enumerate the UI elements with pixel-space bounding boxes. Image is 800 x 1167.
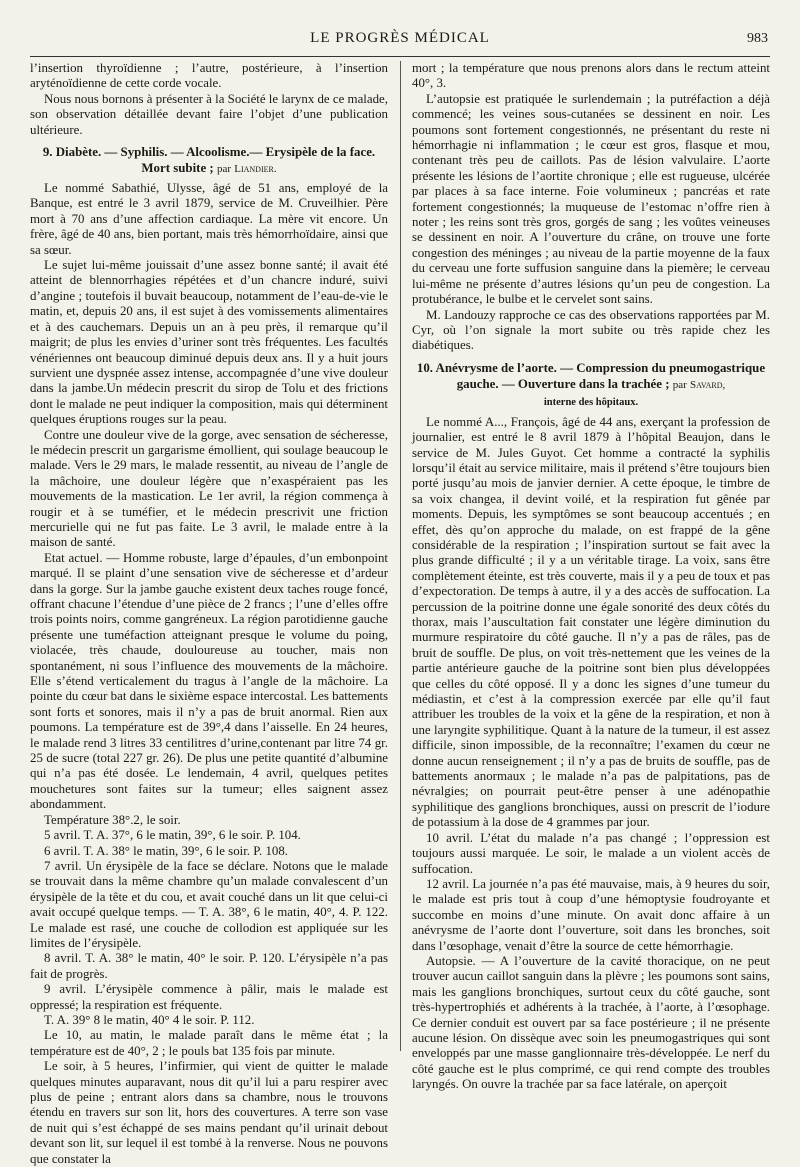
paragraph: L’autopsie est pratiquée le surlendemain ; la putréfaction a déjà commencé; les veines sous-cutanées se dessinent en noir. Les poumons sont fortement congestionnés, ne présentant du reste ni hémorrhagie ni inflammation ; le cœur est gros, flasque et mou, contenant très peu de caillots. Pas de lésion valvulaire. L’aorte présente les lésions de l’aortite chronique ; elle est rugueuse, ulcérée par places à sa face interne. Foie volumineux ; pancréas et rate fortement congestionnés; la muqueuse de l’estomac n’offre rien à noter ; les reins sont très gros, gorgés de sang ; les voûtes veineuses se dessinent en noir. A l’ouverture du crâne, on trouve une forte congestion des méninges ; au niveau de la partie moyenne de la faux du cerveau une forte suffusion sanguine dans la piemère; le cerveau lui-même ne présente d’autres lésions qu’un peu de congestion. La protubérance, le bulbe et le cervelet sont sains. <box>412 91 770 307</box>
right-column <box>412 61 770 1167</box>
journal-title: LE PROGRÈS MÉDICAL <box>310 30 490 46</box>
section-author: Liandier. <box>234 163 277 176</box>
paragraph: Autopsie. — A l’ouverture de la cavité thoracique, on ne peut trouver aucun caillot sanguin dans la plèvre ; les poumons sont sains, mais les ganglions bronchiques, surtout ceux du côté gauche, sont très-hypertrophiés et adhérents à la trachée, à l’aorte, à l’œsophage. Ce dernier conduit est ouvert par sa face postérieure ; il ne présente aucune lésion. On dissèque avec soin les pneumogastriques qui sont enveloppés par une masse ganglionnaire très-développée. Le nerf du côté gauche est le plus comprimé, ce qui rend compte des troubles laryngés. On ouvre la trachée par sa face latérale, on aperçoit <box>412 953 770 1092</box>
section-heading-10 <box>412 360 770 411</box>
paragraph: Le 10, au matin, le malade paraît dans le même état ; la température est de 40°, 2 ; le pouls bat 135 fois par minute. <box>30 1028 388 1058</box>
paragraph: Le soir, à 5 heures, l’infirmier, qui vient de quitter le malade quelques minutes auparavant, nous dit qu’il lui a paru respirer avec plus de peine ; entrant alors dans sa chambre, nous le trouvons étendu en travers sur son lit, hors des couvertures. A terre son vase de nuit qui s’est échappé de ses mains pendant qu’il urinait debout devant son lit, sur lequel il est tombé à la renverse. Nous ne pouvons que constater la <box>30 1059 388 1166</box>
section-heading-9 <box>30 144 388 177</box>
author-affiliation: interne des hôpitaux. <box>543 396 639 408</box>
paragraph: Le nommé A..., François, âgé de 44 ans, exerçant la profession de journalier, est entré le 8 avril 1879 à l’hôpital Beaujon, dans le service de M. Jules Guyot. Cet homme a contracté la syphilis lorsqu’il était au service militaire, mais il prétend s’être toujours bien porté jusqu’au mois de janvier dernier. A cette époque, le timbre de sa voix changea, il devint voilé, et la respiration fut gênée par moments. Depuis, les symptômes se sont beaucoup accentués ; en effet, dès qu’on approche du malade, on est frappé de la gêne considérable de la respiration ; l’inspiration surtout se fait avec la plus grande difficulté ; il y a un véritable tirage. La voix, sans être complètement éteinte, est très couverte, mais il y a peu de toux et pas d’expectoration. De temps à autre, il y a des accès de suffocation. La percussion de la poitrine donne une égale sonorité des deux côtés du thorax, mais l’auscultation fait constater une légère diminution du murmure respiratoire du côté gauche. Il n’y a pas de râles, pas de bruit de souffle. De plus, on voit très-nettement que les veines de la partie antérieure gauche de la poitrine sont bien plus développées que celles du côté opposé. Il y a donc les signes d’une tumeur du médiastin, et c’est à la compression exercée par elle qu’il faut attribuer les troubles de la voix et la gêne de la respiration, et non à une laryngite syphilitique. Quant à la nature de la tumeur, il est assez difficile, sinon impossible, de la reconnaître; l’examen du cœur ne donne aucun renseignement ; il n’y a pas de bruits de souffle, pas de battements anormaux ; le malade n’a pas de palpitations, pas de névralgies; on pourrait peut-être penser à une adénopathie syphilitique des ganglions bronchiques, aussi on prescrit de l’iodure de potassium à la dose de 4 grammes par jour. <box>412 414 770 830</box>
paragraph: Contre une douleur vive de la gorge, avec sensation de sécheresse, le médecin prescrit un gargarisme émollient, qui soulage beaucoup le malade. Vers le 29 mars, le malade ressentit, au niveau de l’angle de la mâchoire, une douleur légère que n’exaspéraient pas les mouvements de la mastication. Le 1er avril, la région commença à rougir et à se tuméfier, et le médecin prescrivit une friction mercurielle qui ne fut pas faite. Le 3 avril, le malade entre à la maison de santé. <box>30 427 388 550</box>
paragraph: 6 avril. T. A. 38° le matin, 39°, 6 le soir. P. 108. <box>44 843 289 858</box>
paragraph: M. Landouzy rapproche ce cas des observations rapportées par M. Cyr, où l’on signale la mort subite ou très rapide chez les diabétiques. <box>412 307 770 353</box>
paragraph: Le sujet lui-même jouissait d’une assez bonne santé; il avait été atteint de blennorrhagies répétées et d’un chancre induré, suivi d’angine ; toutefois il buvait beaucoup, notamment de l’eau-de-vie le matin, et, depuis 20 ans, il est sujet à des vomissements alimentaires et à des cauchemars. Depuis un an à peu près, il remarque qu’il maigrit; de plus les envies d’uriner sont très fréquentes. Les facultés vénériennes ont beaucoup diminué depuis deux ans. Il y a huit jours survient une dyspnée assez intense, accompagnée d’une vive douleur dans la jambe.Un médecin prescrit du sirop de Tolu et des frictions dont le malade ne peut indiquer la composition, mais qui déterminent quelques éruptions rouges sur la peau. <box>30 258 388 427</box>
paragraph: 7 avril. Un érysipèle de la face se déclare. Notons que le malade se trouvait dans la même chambre qu’un malade convalescent d’un érysipèle de la tête et du cou, et avait couché dans un lit que celui-ci avait occupé quelque temps. — T. A. 38°, 6 le matin, 40°, 4. P. 122. Le malade est rasé, une couche de collodion est appliquée sur les limites de l’érysipèle. <box>30 858 388 950</box>
section-title: 10. Anévrysme de l’aorte. — Compression du pneumogastrique gauche. — Ouverture dans la trachée ; <box>416 360 766 391</box>
paragraph: T. A. 39° 8 le matin, 40° 4 le soir. P. 112. <box>44 1012 255 1027</box>
section-by: par <box>672 378 687 391</box>
column-divider <box>400 61 401 1051</box>
paragraph: mort ; la température que nous prenons alors dans le rectum atteint 40°, 3. <box>412 61 770 91</box>
paragraph: 5 avril. T. A. 37°, 6 le matin, 39°, 6 le soir. P. 104. <box>44 828 301 843</box>
paragraph: 10 avril. L’état du malade n’a pas changé ; l’oppression est toujours aussi marquée. Le soir, le malade a un violent accès de suffocation. <box>412 830 770 876</box>
section-by: par <box>216 163 231 176</box>
left-column <box>30 61 388 1167</box>
paragraph: l’insertion thyroïdienne ; l’autre, postérieure, à l’insertion aryténoïdienne de cette corde vocale. <box>30 61 388 91</box>
paragraph: Température 38°.2, le soir. <box>44 812 181 827</box>
paragraph: Le nommé Sabathié, Ulysse, âgé de 51 ans, employé de la Banque, est entré le 3 avril 1879, service de M. Cruveilhier. Père mort à 70 ans d’une affection cardiaque. La mère vit encore. Un frère, âgé de 40 ans, bien portant, mais très hémorrhoïdaire, ainsi que sa sœur. <box>30 181 388 257</box>
running-head <box>30 30 770 57</box>
section-title: 9. Diabète. — Syphilis. — Alcoolisme.— Erysipèle de la face. Mort subite ; <box>42 145 376 176</box>
page-number: 983 <box>747 31 768 46</box>
section-author: Savard, <box>690 378 726 391</box>
paragraph: 8 avril. T. A. 38° le matin, 40° le soir. P. 120. L’érysipèle n’a pas fait de progrès. <box>30 951 388 981</box>
paragraph: Etat actuel. — Homme robuste, large d’épaules, d’un embonpoint marqué. Il se plaint d’une sensation vive de sécheresse et d’ardeur dans la gorge. Sur la jambe gauche existent deux taches rouge foncé, offrant chacune l’étendue d’une pièce de 2 francs ; l’une d’elles offre trois points noirs, comme gangréneux. La région parotidienne gauche présente une tuméfaction atteignant presque le volume du poing, violacée, très chaude, douloureuse au toucher, mais non spontanément, ni sous l’influence des mouvements de la mâchoire. Elle s’étend verticalement du tragus à l’angle de la mâchoire. La pointe du cœur bat dans le sixième espace intercostal. Les battements sont forts et sonores, mais il n’y a pas de bruit anormal. Rien aux poumons. La température est de 39°,4 dans l’aisselle. En 24 heures, le malade rend 3 litres 33 centilitres d’urine,contenant par litre 74 gr. 25 de sucre (total 227 gr. 26). De plus une petite quantité d’albumine qui n’a pas été dosée. Le lendemain, 4 avril, quelques petites mouchetures sont faites sur la tumeur; elles saignent assez abondamment. <box>30 550 388 812</box>
paragraph: Nous nous bornons à présenter à la Société le larynx de ce malade, son observation détaillée devant faire l’objet d’une publication ultérieure. <box>30 91 388 137</box>
two-column-body <box>30 61 770 1167</box>
paragraph: 12 avril. La journée n’a pas été mauvaise, mais, à 9 heures du soir, le malade est pris tout à coup d’une hémoptysie foudroyante et succombe en moins d’une minute. On avait donc affaire à un anévrysme de l’aorte dont l’ouverture, soit dans les bronches, soit dans l’œsophage, venait d’être la source de cette hémorrhagie. <box>412 876 770 953</box>
paragraph: 9 avril. L’érysipèle commence à pâlir, mais le malade est oppressé; la respiration est fréquente. <box>30 982 388 1012</box>
